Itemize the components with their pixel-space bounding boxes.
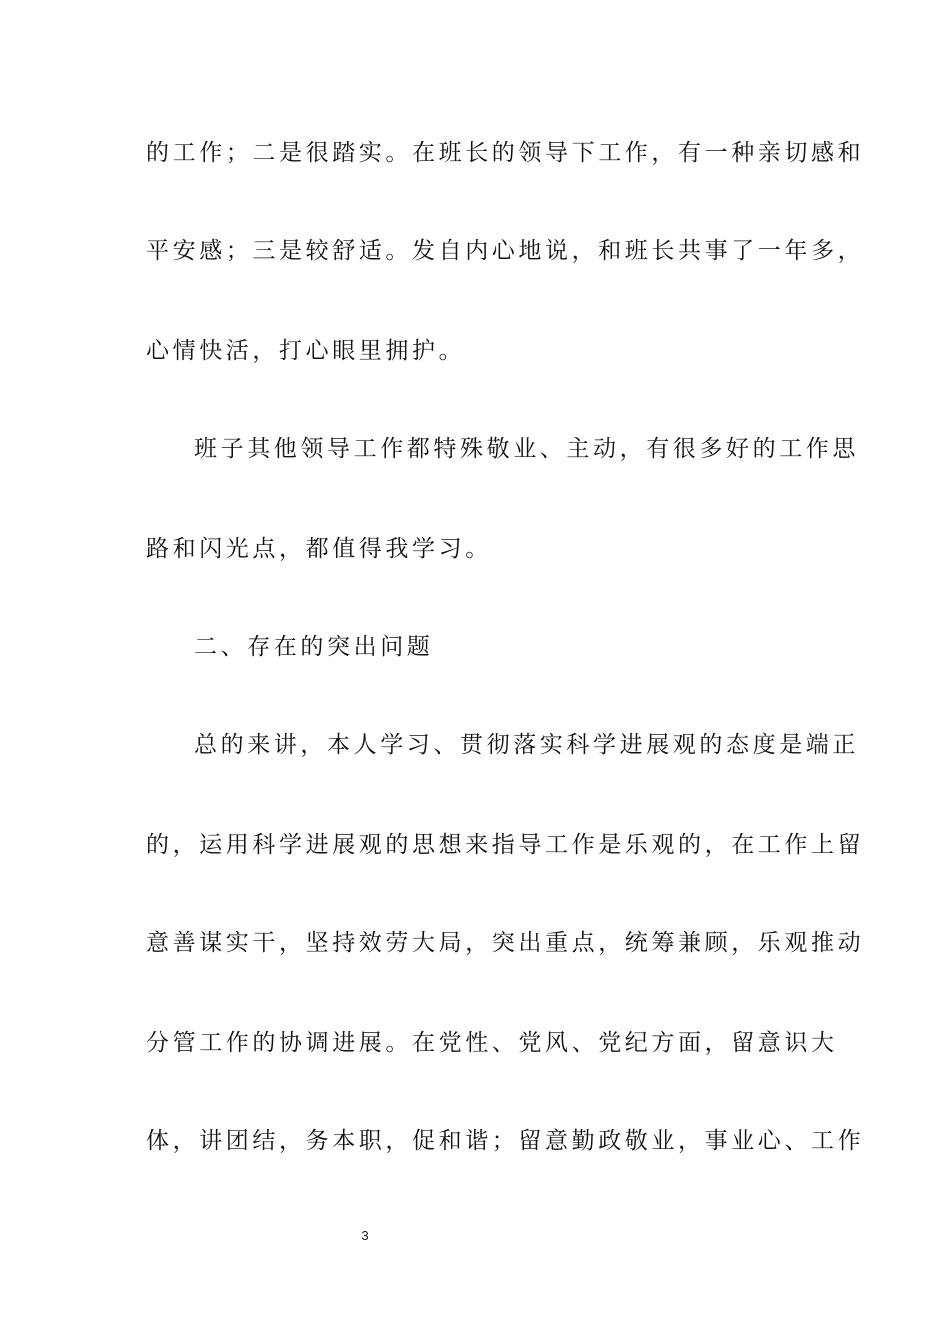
section-heading: 二、存在的突出问题 [194, 634, 434, 660]
text-line: 分管工作的协调进展。在党性、党风、党纪方面，留意识大 [146, 1030, 838, 1056]
paragraph-start-line: 总的来讲，本人学习、贯彻落实科学进展观的态度是端正 [194, 732, 859, 758]
page-number: 3 [361, 1228, 369, 1243]
text-line: 心情快活，打心眼里拥护。 [146, 338, 466, 364]
text-line: 的工作；二是很踏实。在班长的领导下工作，有一种亲切感和 [146, 140, 865, 166]
text-line: 的，运用科学进展观的思想来指导工作是乐观的，在工作上留 [146, 832, 865, 858]
text-line: 体，讲团结，务本职，促和谐；留意勤政敬业，事业心、工作 [146, 1128, 865, 1154]
text-line: 意善谋实干，坚持效劳大局，突出重点，统筹兼顾，乐观推动 [146, 930, 865, 956]
text-line: 路和闪光点，都值得我学习。 [146, 536, 492, 562]
text-line: 平安感；三是较舒适。发自内心地说，和班长共事了一年多， [146, 238, 865, 264]
paragraph-start-line: 班子其他领导工作都特殊敬业、主动，有很多好的工作思 [194, 436, 859, 462]
